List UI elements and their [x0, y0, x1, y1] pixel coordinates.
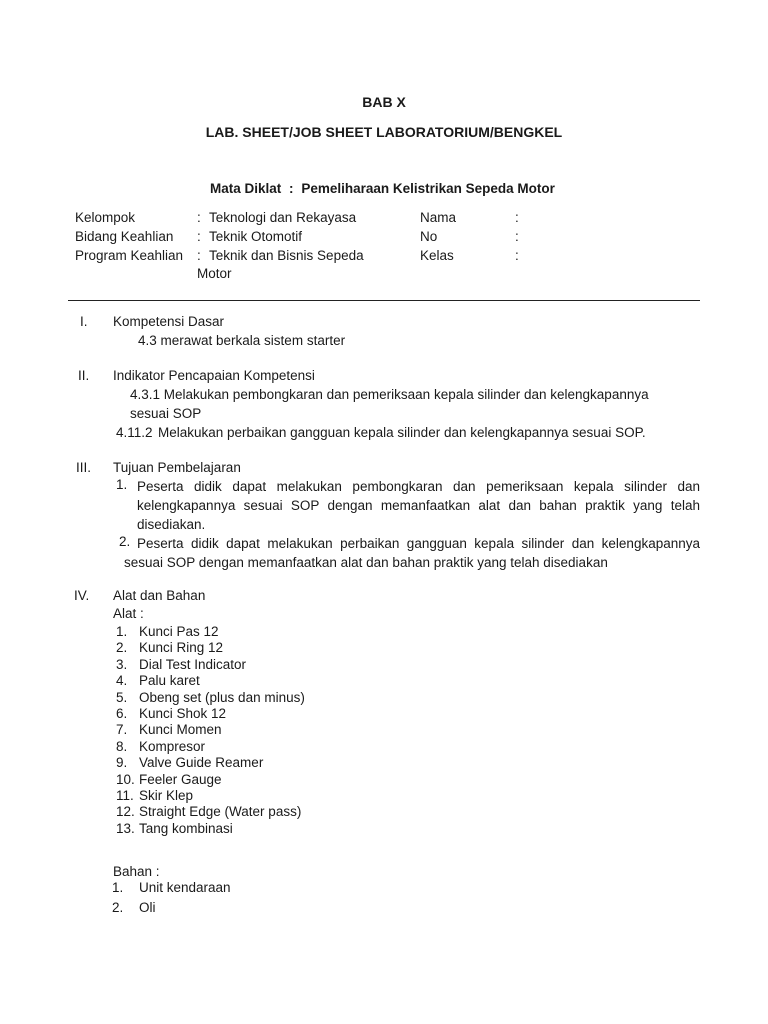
section-3-item-2-number: 2. [119, 534, 131, 549]
section-2-number: II. [78, 368, 90, 383]
list-item-text: Feeler Gauge [139, 771, 222, 787]
list-item [116, 640, 305, 656]
section-2-item-1: 4.3.1 Melakukan pembongkaran dan pemeriksaan kepala silinder dan kelengkapannya [130, 387, 649, 402]
list-item-text: Kunci Ring 12 [139, 640, 224, 656]
list-item [116, 788, 305, 804]
section-1-number: I. [80, 314, 88, 329]
list-item [116, 673, 305, 689]
subject-line [210, 181, 555, 196]
list-item-text: Dial Test Indicator [139, 656, 247, 672]
section-4-number: IV. [74, 588, 90, 603]
section-1-item: 4.3 merawat berkala sistem starter [138, 333, 346, 348]
info-value-program: Teknik dan Bisnis Sepeda [209, 248, 364, 263]
alat-list [116, 624, 305, 837]
bahan-item-2: Oli [139, 900, 156, 915]
info-sep-bidang: : [197, 229, 201, 244]
list-item-text: Palu karet [139, 673, 200, 689]
list-item-number: 2. [116, 640, 128, 656]
list-item-text: Kunci Shok 12 [139, 706, 227, 722]
list-item [116, 690, 305, 706]
list-item-number: 9. [116, 755, 128, 771]
list-item-text: Valve Guide Reamer [139, 755, 264, 771]
list-item-number: 7. [116, 722, 128, 738]
section-3-item-2: Peserta didik dapat melakukan perbaikan gangguan kepala silinder dan kelengkapannya sesuai SOP dengan memanfaatkan alat dan bahan praktik yang telah disediakan [124, 536, 700, 570]
sheet-title: LAB. SHEET/JOB SHEET LABORATORIUM/BENGKEL [205, 124, 563, 140]
list-item-text: Obeng set (plus dan minus) [139, 689, 305, 705]
section-2-item-1-cont: sesuai SOP [130, 406, 202, 421]
list-item [116, 821, 305, 837]
info-value-kelompok: Teknologi dan Rekayasa [209, 210, 357, 225]
list-item-text: Kunci Momen [139, 722, 222, 738]
info-sep-nama: : [515, 210, 519, 225]
list-item-text: Tang kombinasi [139, 820, 233, 836]
info-value-program-cont: Motor [197, 266, 232, 281]
list-item-number: 13. [116, 820, 135, 836]
info-label-kelompok: Kelompok [75, 210, 136, 225]
info-sep-kelas: : [515, 248, 519, 263]
bahan-item-2-number: 2. [112, 900, 124, 915]
alat-label: Alat : [113, 606, 144, 621]
section-2-item-2-number: 4.11.2 [116, 425, 153, 440]
list-item-text: Skir Klep [139, 788, 194, 804]
header-divider [68, 300, 700, 301]
info-sep-no: : [515, 229, 519, 244]
list-item-number: 11. [116, 788, 134, 804]
list-item [116, 624, 305, 640]
list-item-number: 10. [116, 771, 135, 787]
section-3-title: Tujuan Pembelajaran [113, 460, 241, 475]
list-item-number: 8. [116, 738, 128, 754]
subject-value: Pemeliharaan Kelistrikan Sepeda Motor [301, 181, 555, 196]
list-item-number: 3. [116, 656, 128, 672]
section-1-title: Kompetensi Dasar [113, 314, 225, 329]
list-item [116, 706, 305, 722]
info-label-no: No [420, 229, 438, 244]
list-item-number: 1. [116, 624, 128, 639]
section-2-title: Indikator Pencapaian Kompetensi [113, 368, 315, 383]
list-item [116, 657, 305, 673]
info-label-nama: Nama [420, 210, 457, 225]
section-3-item-1-number: 1. [116, 477, 128, 492]
subject-label: Mata Diklat [210, 181, 282, 196]
info-label-kelas: Kelas [420, 248, 454, 263]
info-sep-kelompok: : [197, 210, 201, 225]
section-3-number: III. [76, 460, 92, 475]
list-item-number: 6. [116, 706, 128, 722]
list-item-number: 5. [116, 689, 128, 705]
info-label-program: Program Keahlian [75, 248, 184, 263]
list-item-text: Kompresor [139, 738, 206, 754]
list-item [116, 772, 305, 788]
list-item-text: Kunci Pas 12 [139, 624, 219, 639]
section-4-title: Alat dan Bahan [113, 588, 206, 603]
section-3-item-1: Peserta didik dapat melakukan pembongkaran dan pemeriksaan kepala silinder dan kelengkapannya sesuai SOP dengan memanfaatkan alat dan bahan praktik yang telah disediakan. [137, 479, 700, 532]
bahan-item-1-number: 1. [112, 880, 124, 895]
list-item [116, 722, 305, 738]
chapter-heading: BAB X [362, 94, 406, 110]
info-value-bidang: Teknik Otomotif [209, 229, 303, 244]
subject-separator: : [289, 181, 294, 196]
info-sep-program: : [197, 248, 201, 263]
list-item [116, 739, 305, 755]
list-item-number: 4. [116, 673, 128, 689]
list-item [116, 755, 305, 771]
section-2-item-2: Melakukan perbaikan gangguan kepala silinder dan kelengkapannya sesuai SOP. [158, 425, 646, 440]
list-item [116, 804, 305, 820]
bahan-label: Bahan : [113, 864, 160, 879]
list-item-number: 12. [116, 804, 135, 820]
list-item-text: Straight Edge (Water pass) [139, 804, 302, 820]
bahan-item-1: Unit kendaraan [139, 880, 231, 895]
info-label-bidang: Bidang Keahlian [75, 229, 174, 244]
